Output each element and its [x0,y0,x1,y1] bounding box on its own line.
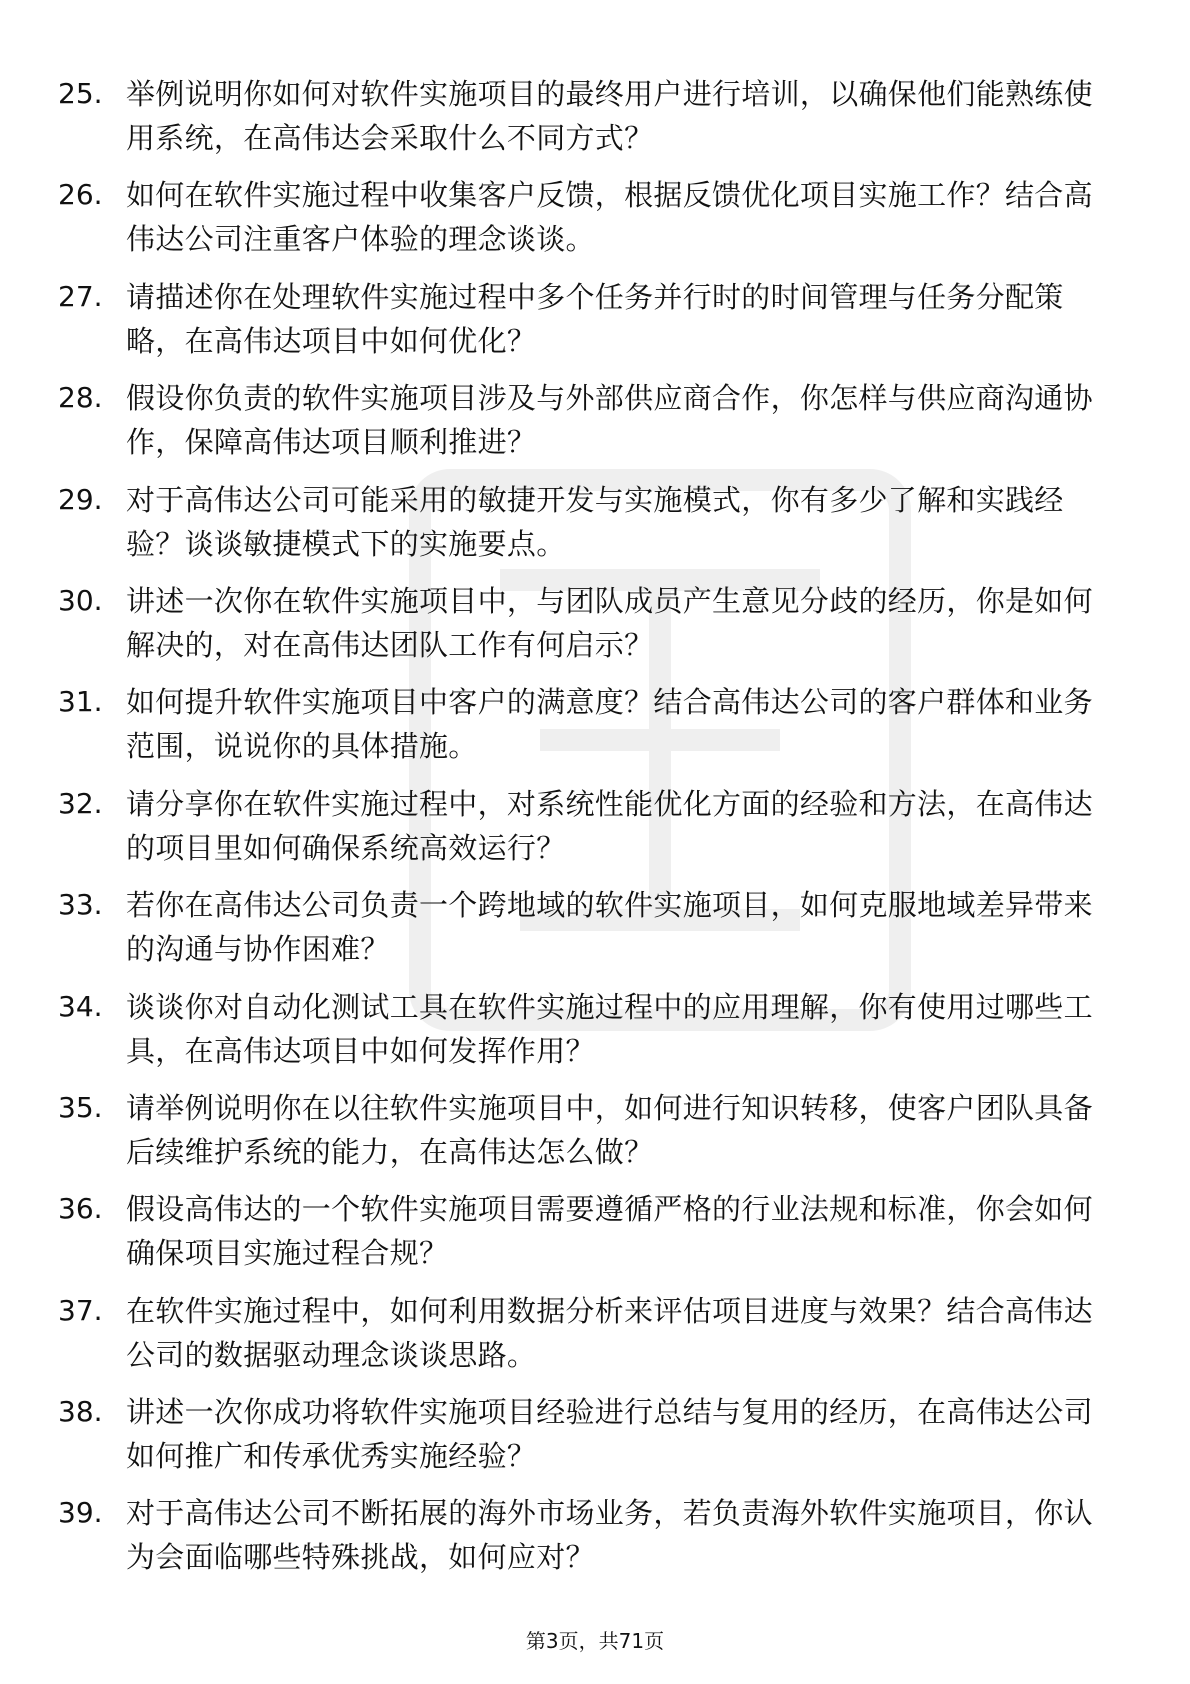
list-item [58,1390,1118,1491]
question-text: 假设高伟达的一个软件实施项目需要遵循严格的行业法规和标准，你会如何确保项目实施过程合规？ [126,1192,1093,1271]
question-number: 31. [58,685,103,719]
question-text: 如何在软件实施过程中收集客户反馈，根据反馈优化项目实施工作？结合高伟达公司注重客户体验的理念谈谈。 [126,178,1093,257]
question-text: 请举例说明你在以往软件实施项目中，如何进行知识转移，使客户团队具备后续维护系统的能力，在高伟达怎么做？ [126,1090,1093,1169]
question-number: 25. [58,77,103,110]
question-text: 讲述一次你在软件实施项目中，与团队成员产生意见分歧的经历，你是如何解决的，对在高伟达团队工作有何启示？ [126,583,1093,662]
list-item [58,275,1118,376]
question-text: 举例说明你如何对软件实施项目的最终用户进行培训，以确保他们能熟练使用系统，在高伟达会采取什么不同方式？ [126,77,1093,155]
question-text: 如何提升软件实施项目中客户的满意度？结合高伟达公司的客户群体和业务范围，说说你的具体措施。 [126,685,1093,764]
question-number: 28. [58,381,103,415]
question-number: 36. [58,1192,103,1226]
question-text: 若你在高伟达公司负责一个跨地域的软件实施项目，如何克服地域差异带来的沟通与协作困难？ [126,888,1093,967]
question-number: 38. [58,1395,103,1429]
question-text: 在软件实施过程中，如何利用数据分析来评估项目进度与效果？结合高伟达公司的数据驱动理念谈谈思路。 [126,1293,1093,1372]
question-number: 33. [58,888,103,922]
list-item [58,782,1118,883]
list-item [58,173,1118,274]
question-text: 对于高伟达公司可能采用的敏捷开发与实施模式，你有多少了解和实践经验？谈谈敏捷模式下的实施要点。 [126,482,1064,561]
question-text: 讲述一次你成功将软件实施项目经验进行总结与复用的经历，在高伟达公司如何推广和传承优秀实施经验？ [126,1395,1093,1474]
list-item [58,1289,1118,1390]
question-number: 26. [58,178,103,212]
question-number: 29. [58,482,103,516]
question-number: 30. [58,583,103,617]
list-item [58,478,1118,579]
list-item [58,376,1118,477]
question-number: 27. [58,279,103,313]
list-item [58,680,1118,781]
question-number: 35. [58,1090,103,1124]
question-text: 假设你负责的软件实施项目涉及与外部供应商合作，你怎样与供应商沟通协作，保障高伟达项目顺利推进？ [126,381,1093,460]
question-number: 37. [58,1293,103,1327]
list-item [58,1187,1118,1288]
question-text: 谈谈你对自动化测试工具在软件实施过程中的应用理解，你有使用过哪些工具，在高伟达项目中如何发挥作用？ [126,989,1093,1068]
list-item [58,72,1118,173]
question-number: 32. [58,786,103,820]
list-item [58,579,1118,680]
question-text: 请分享你在软件实施过程中，对系统性能优化方面的经验和方法，在高伟达的项目里如何确保系统高效运行？ [126,786,1093,865]
list-item [58,1491,1118,1592]
page-footer: 第3页，共71页 [525,1629,665,1653]
question-text: 对于高伟达公司不断拓展的海外市场业务，若负责海外软件实施项目，你认为会面临哪些特殊挑战，如何应对？ [126,1496,1093,1575]
question-number: 39. [58,1496,103,1530]
list-item [58,883,1118,984]
list-item [58,985,1118,1086]
question-list [58,72,1118,1593]
question-number: 34. [58,989,103,1023]
list-item [58,1086,1118,1187]
question-text: 请描述你在处理软件实施过程中多个任务并行时的时间管理与任务分配策略，在高伟达项目中如何优化？ [126,279,1064,358]
